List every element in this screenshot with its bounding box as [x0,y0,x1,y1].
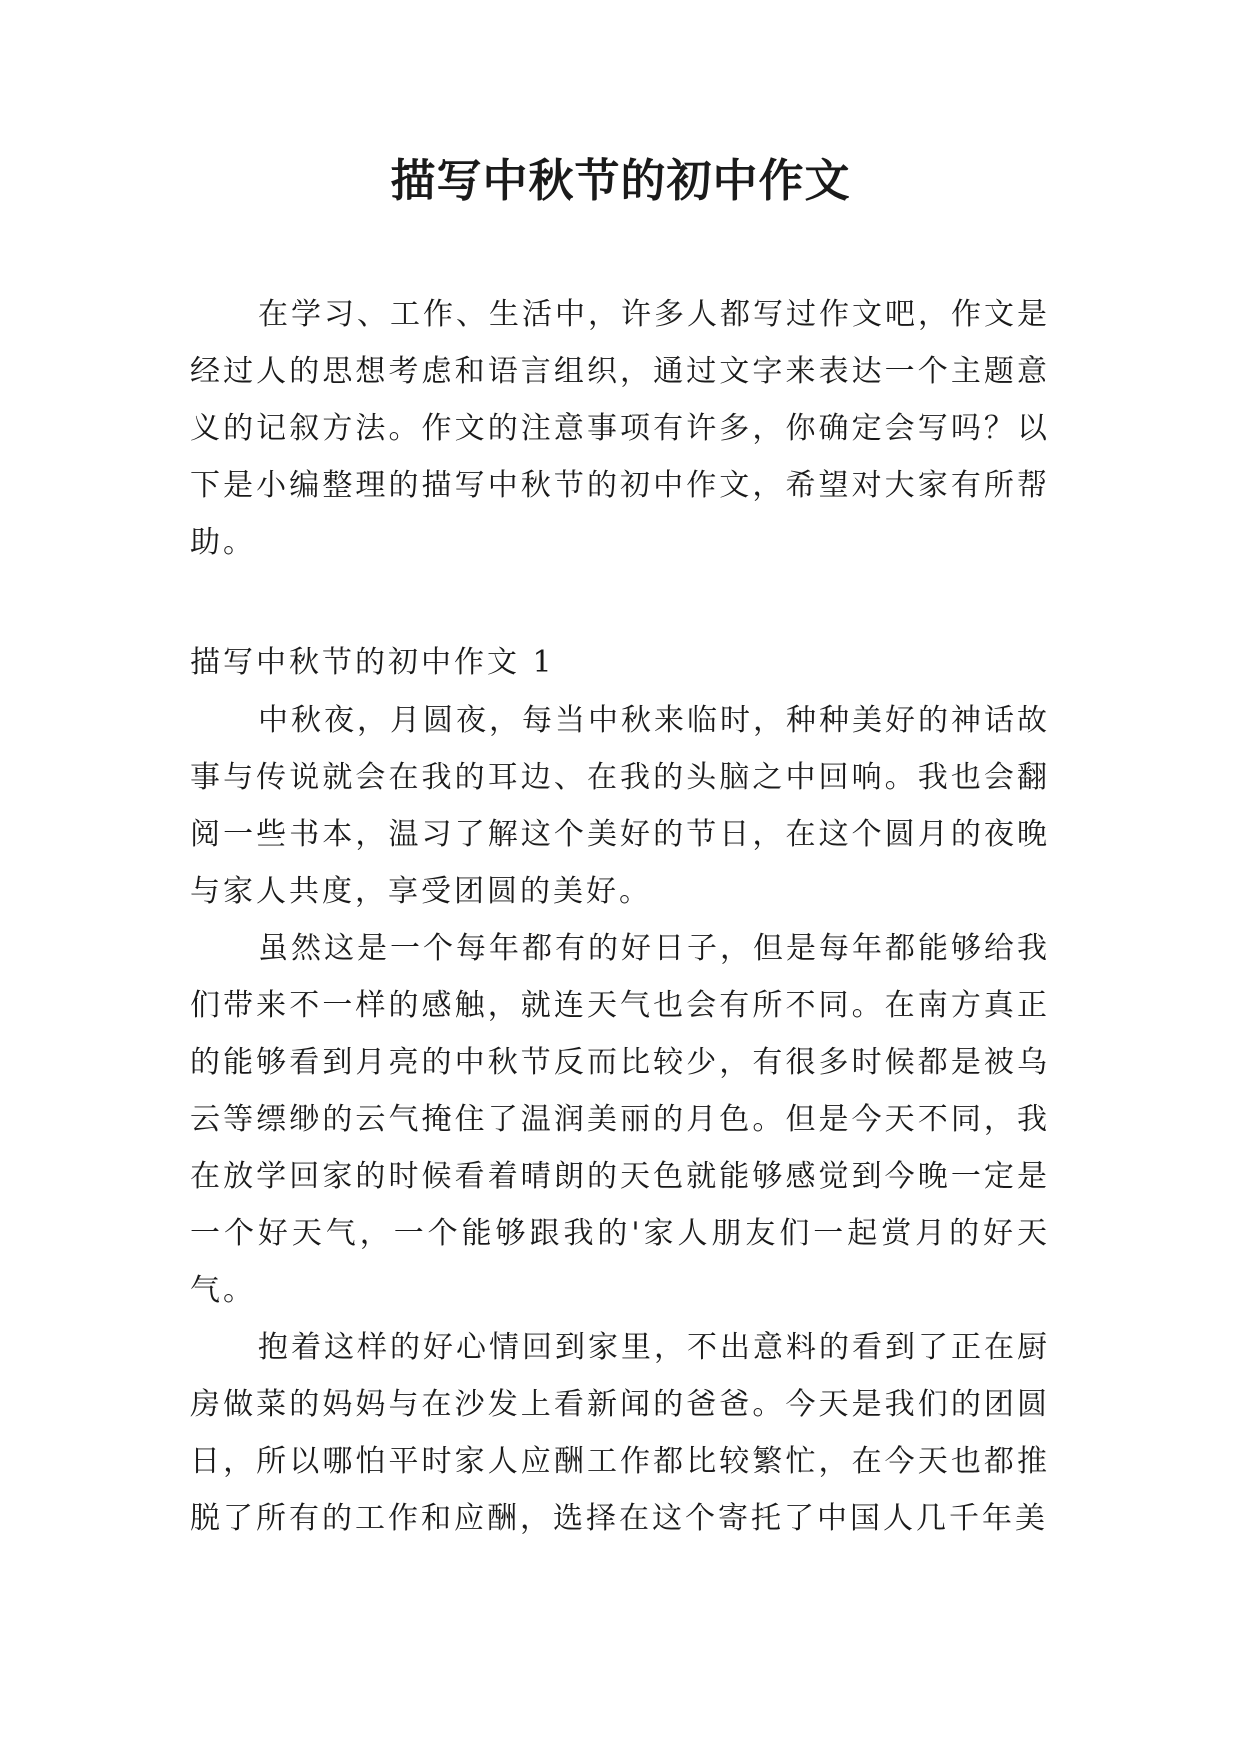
section-heading: 描写中秋节的初中作文 1 [190,645,555,680]
essay-paragraph: 中秋夜，月圆夜，每当中秋来临时，种种美好的神话故事与传说就会在我的耳边、在我的头脑之中回响。我也会翻阅一些书本，温习了解这个美好的节日，在这个圆月的夜晚与家人共度，享受团圆的美好。 [190,703,1050,909]
essay-body [190,692,1050,1547]
essay-paragraph: 抱着这样的好心情回到家里，不出意料的看到了正在厨房做菜的妈妈与在沙发上看新闻的爸爸。今天是我们的团圆日，所以哪怕平时家人应酬工作都比较繁忙，在今天也都推脱了所有的工作和应酬，选择在这个寄托了中国人几千年美 [190,1330,1050,1536]
intro-paragraph: 在学习、工作、生活中，许多人都写过作文吧，作文是经过人的思想考虑和语言组织，通过文字来表达一个主题意义的记叙方法。作文的注意事项有许多，你确定会写吗？以下是小编整理的描写中秋节的初中作文，希望对大家有所帮助。 [190,297,1050,560]
document-title: 描写中秋节的初中作文 [390,154,851,207]
essay-paragraph: 虽然这是一个每年都有的好日子，但是每年都能够给我们带来不一样的感触，就连天气也会有所不同。在南方真正的能够看到月亮的中秋节反而比较少，有很多时候都是被乌云等缥缈的云气掩住了温润美丽的月色。但是今天不同，我在放学回家的时候看着晴朗的天色就能够感觉到今晚一定是一个好天气，一个能够跟我的'家人朋友们一起赏月的好天气。 [190,931,1050,1308]
